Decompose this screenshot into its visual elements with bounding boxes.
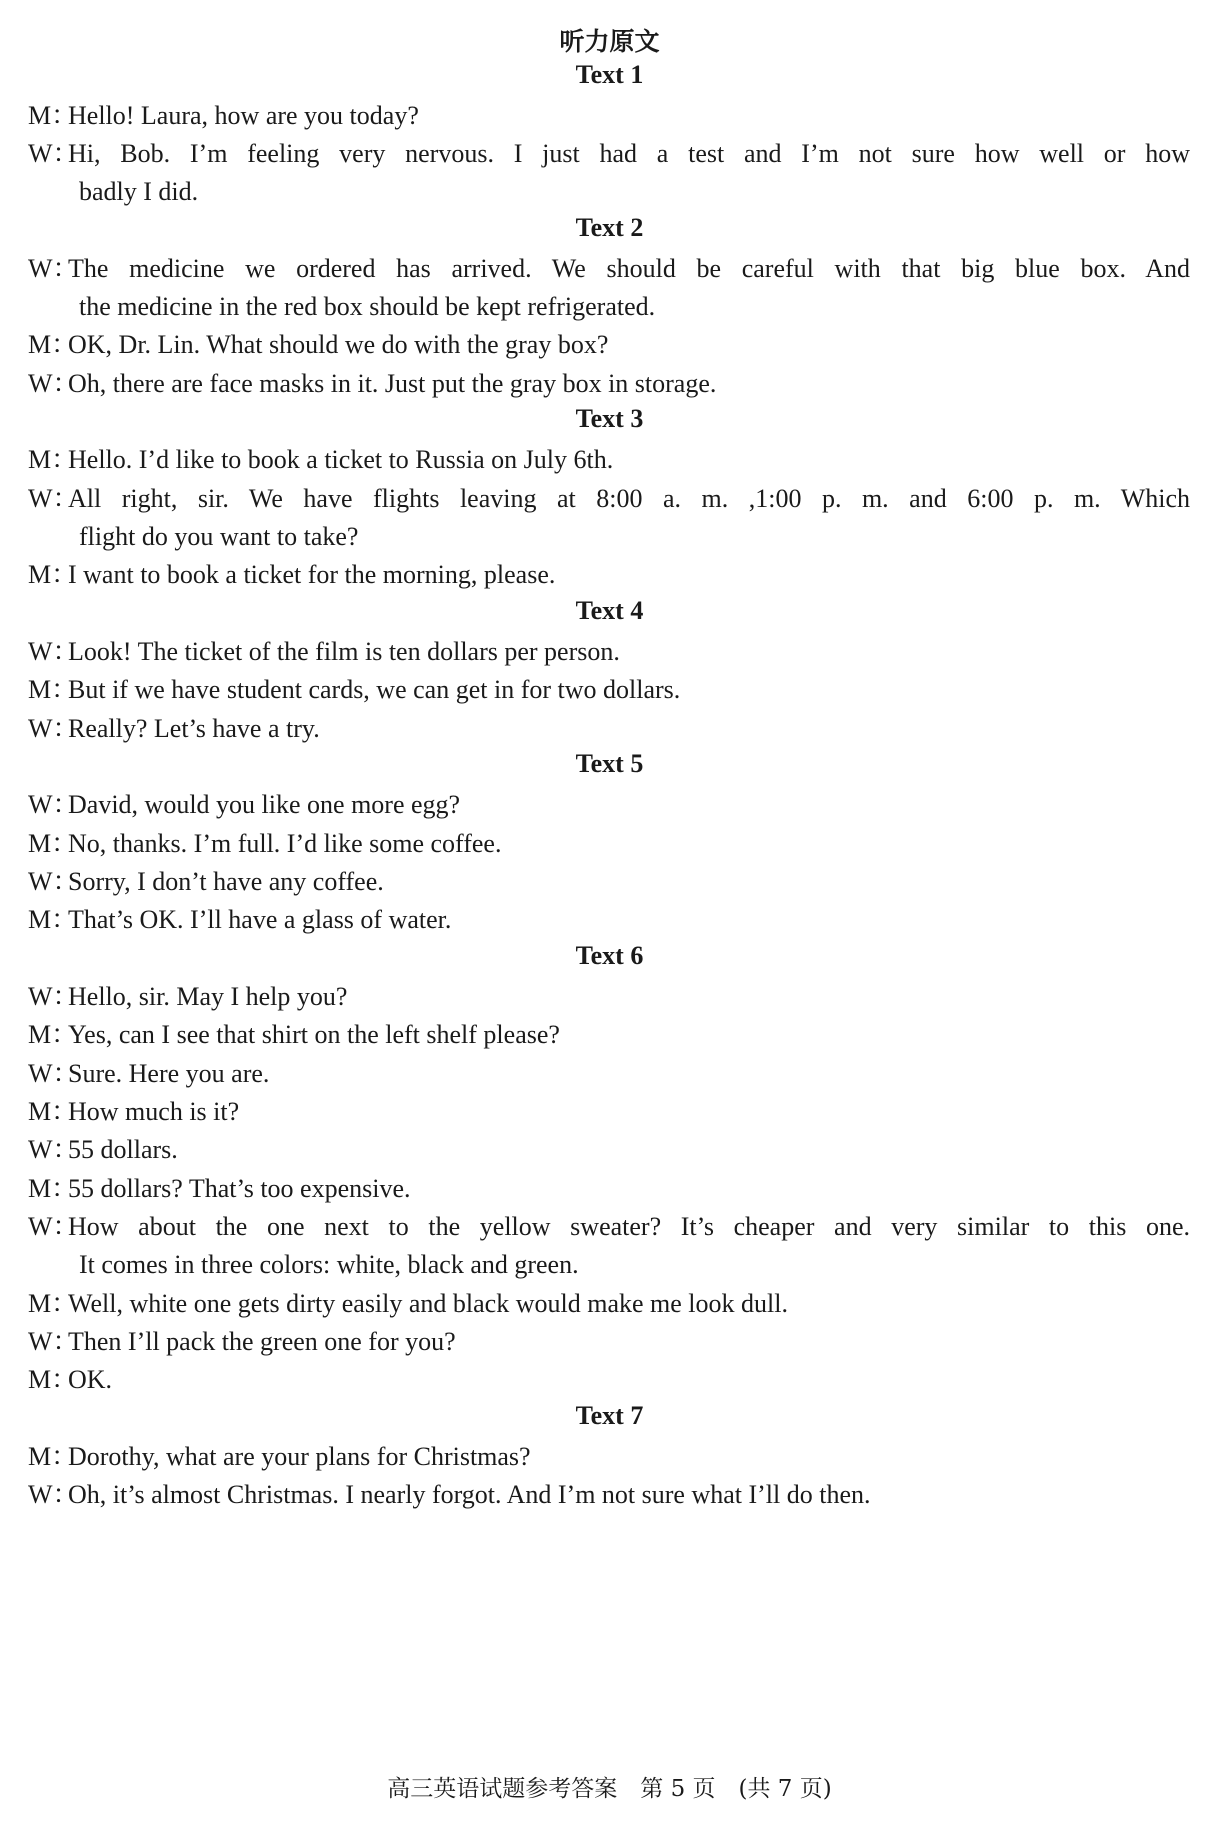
- dialogue-line: [28, 438, 1190, 482]
- dialogue-line: [28, 707, 1190, 751]
- line-continuation: It comes in three colors: white, black and green.: [79, 1250, 579, 1279]
- line-text: OK, Dr. Lin. What should we do with the gray box?: [68, 330, 609, 359]
- section-heading: Text 6: [575, 941, 644, 970]
- dialogue-line: [28, 1128, 1190, 1172]
- line-text: But if we have student cards, we can get in for two dollars.: [68, 675, 681, 704]
- line-text: Yes, can I see that shirt on the left shelf please?: [68, 1020, 560, 1049]
- speaker-label: M：: [28, 1442, 78, 1471]
- speaker-label: M：: [28, 1289, 78, 1318]
- speaker-label: M：: [28, 1097, 78, 1126]
- speaker-label: M：: [28, 675, 78, 704]
- dialogue-line: [28, 132, 1190, 176]
- line-text: Really? Let’s have a try.: [68, 714, 320, 743]
- line-continuation: the medicine in the red box should be kept refrigerated.: [79, 292, 656, 321]
- dialogue-line: [28, 783, 1190, 827]
- speaker-label: W：: [28, 1212, 79, 1241]
- line-text: Sure. Here you are.: [68, 1059, 270, 1088]
- speaker-label: W：: [28, 982, 79, 1011]
- dialogue-line: [28, 323, 1190, 367]
- section-heading: Text 2: [575, 213, 644, 242]
- speaker-label: M：: [28, 1020, 78, 1049]
- line-text: Hi, Bob. I’m feeling very nervous. I just had a test and I’m not sure how well or how: [68, 139, 1190, 168]
- line-text: The medicine we ordered has arrived. We should be careful with that big blue box. And: [68, 254, 1190, 283]
- line-continuation: badly I did.: [79, 177, 199, 206]
- line-text: That’s OK. I’ll have a glass of water.: [68, 905, 452, 934]
- dialogue-line: [28, 1358, 1190, 1402]
- line-text: Dorothy, what are your plans for Christmas?: [68, 1442, 531, 1471]
- speaker-label: W：: [28, 1327, 79, 1356]
- line-text: Hello, sir. May I help you?: [68, 982, 348, 1011]
- dialogue-line: [28, 553, 1190, 597]
- section-heading: Text 7: [575, 1401, 644, 1430]
- speaker-label: M：: [28, 1174, 78, 1203]
- page-title: 听力原文: [559, 27, 660, 56]
- line-text: 55 dollars.: [68, 1135, 178, 1164]
- speaker-label: W：: [28, 1059, 79, 1088]
- speaker-label: W：: [28, 1480, 79, 1509]
- line-text: How much is it?: [68, 1097, 240, 1126]
- line-text: Oh, there are face masks in it. Just put the gray box in storage.: [68, 369, 717, 398]
- dialogue-line: [28, 1473, 1190, 1517]
- speaker-label: W：: [28, 369, 79, 398]
- speaker-label: M：: [28, 1365, 78, 1394]
- speaker-label: W：: [28, 254, 79, 283]
- line-text: Hello. I’d like to book a ticket to Russia on July 6th.: [68, 445, 614, 474]
- line-text: How about the one next to the yellow sweater? It’s cheaper and very similar to this one.: [68, 1212, 1190, 1241]
- line-text: Sorry, I don’t have any coffee.: [68, 867, 384, 896]
- speaker-label: W：: [28, 790, 79, 819]
- line-text: All right, sir. We have flights leaving at 8:00 a. m. ,1:00 p. m. and 6:00 p. m. Which: [68, 484, 1190, 513]
- speaker-label: M：: [28, 560, 78, 589]
- speaker-label: W：: [28, 484, 79, 513]
- line-text: I want to book a ticket for the morning, please.: [68, 560, 556, 589]
- speaker-label: M：: [28, 905, 78, 934]
- section-heading: Text 5: [575, 749, 644, 778]
- line-text: Look! The ticket of the film is ten dollars per person.: [68, 637, 620, 666]
- speaker-label: W：: [28, 139, 79, 168]
- speaker-label: M：: [28, 330, 78, 359]
- line-text: Hello! Laura, how are you today?: [68, 101, 419, 130]
- line-continuation: flight do you want to take?: [79, 522, 359, 551]
- section-heading: Text 3: [575, 404, 644, 433]
- line-text: Well, white one gets dirty easily and black would make me look dull.: [68, 1289, 788, 1318]
- speaker-label: M：: [28, 829, 78, 858]
- line-text: 55 dollars? That’s too expensive.: [68, 1174, 411, 1203]
- line-text: OK.: [68, 1365, 113, 1394]
- line-text: Then I’ll pack the green one for you?: [68, 1327, 456, 1356]
- line-text: Oh, it’s almost Christmas. I nearly forgot. And I’m not sure what I’ll do then.: [68, 1480, 871, 1509]
- speaker-label: W：: [28, 714, 79, 743]
- speaker-label: M：: [28, 445, 78, 474]
- speaker-label: W：: [28, 637, 79, 666]
- dialogue-line: [28, 362, 1190, 406]
- line-text: David, would you like one more egg?: [68, 790, 461, 819]
- speaker-label: W：: [28, 1135, 79, 1164]
- dialogue-line: [28, 1013, 1190, 1057]
- page-footer: 高三英语试题参考答案 第 5 页 (共 7 页): [387, 1776, 832, 1802]
- dialogue-line: [28, 898, 1190, 942]
- line-text: No, thanks. I’m full. I’d like some coffee.: [68, 829, 502, 858]
- dialogue-line: [28, 668, 1190, 712]
- section-heading: Text 1: [575, 60, 644, 89]
- speaker-label: W：: [28, 867, 79, 896]
- speaker-label: M：: [28, 101, 78, 130]
- section-heading: Text 4: [575, 596, 644, 625]
